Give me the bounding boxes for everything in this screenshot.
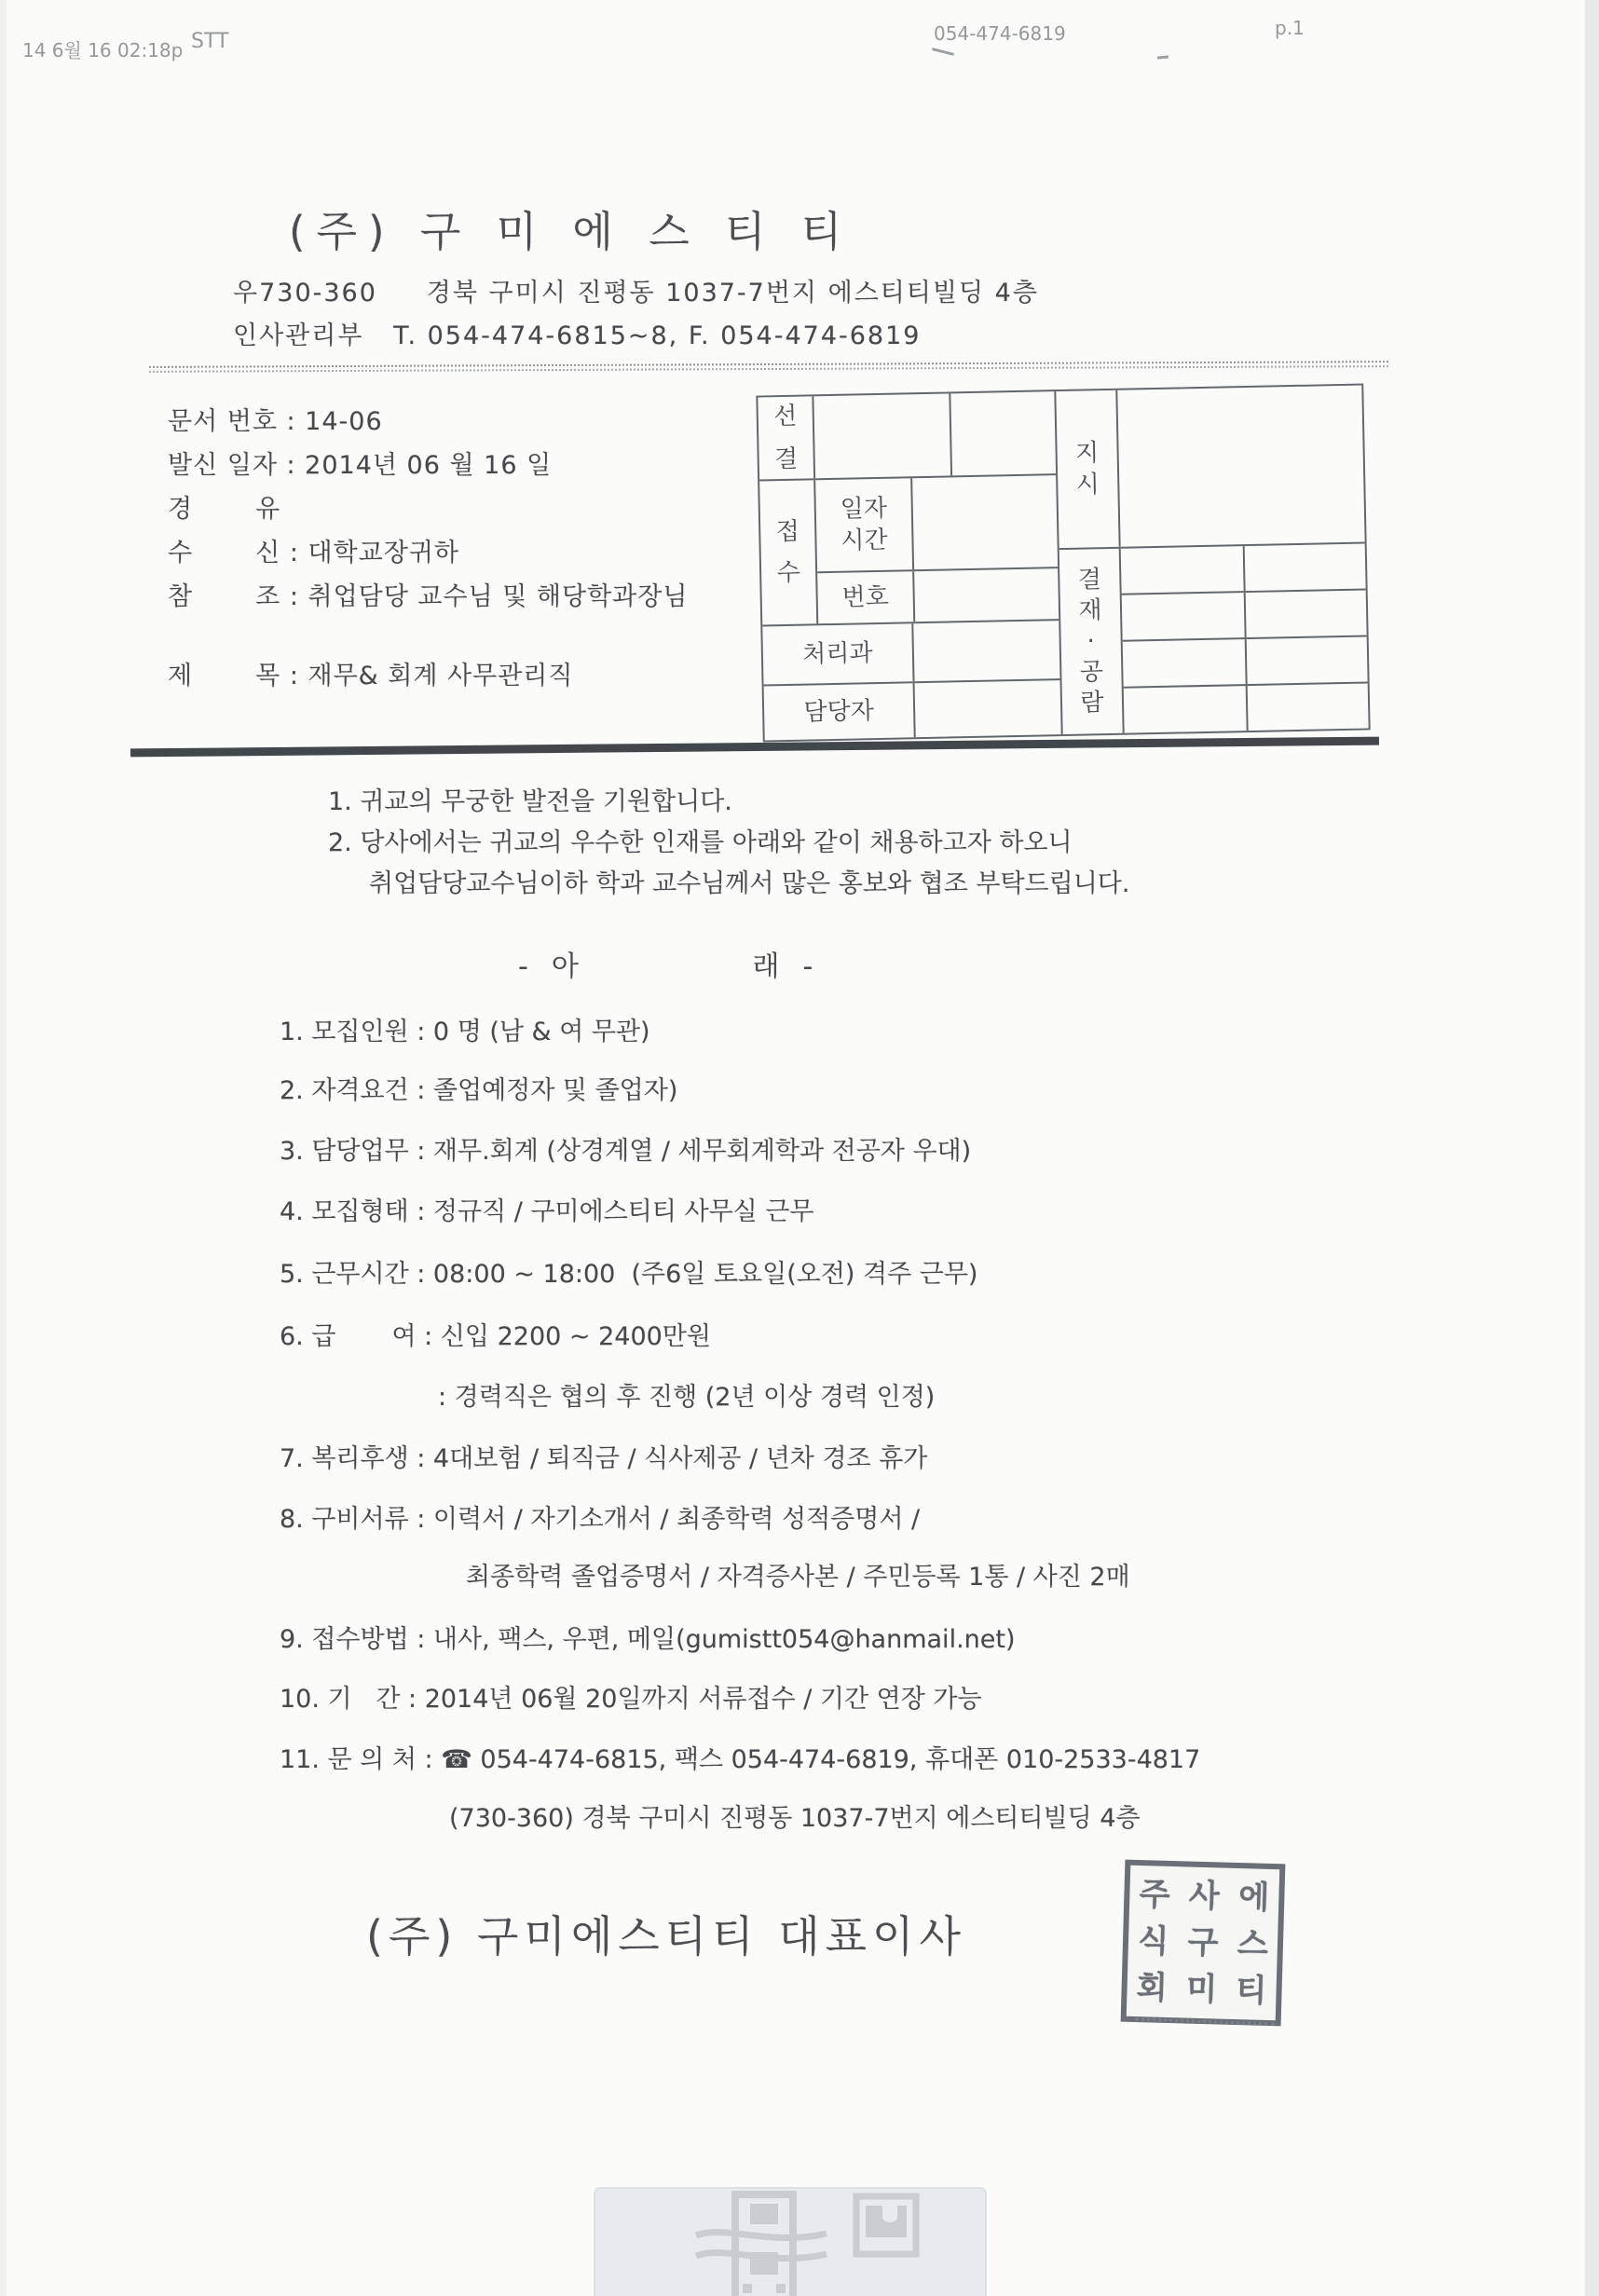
approval-right-block [1056,386,1368,735]
doc-subject-line: 제 목 : 재무& 회계 사무관리직 [168,662,574,690]
fax-number: 054-474-6819 [934,22,1066,45]
label-jeopsu: 접 수 [759,480,818,624]
approval-row-cheoligwa [762,621,1059,686]
arae-heading: - 아 래 - [518,950,815,983]
section-divider-line [130,737,1379,758]
seal-column: 사 구 미 [1185,1877,1221,2009]
scan-right-edge [1585,0,1599,2296]
item-line: 11. 문 의 처 : ☎ 054-474-6815, 팩스 054-474-6819, 휴대폰 010-2533-4817 [280,1745,1201,1774]
approval-row-jisi [1056,386,1364,551]
item-continuation-line: (730-360) 경북 구미시 진평동 1037-7번지 에스티티빌딩 4층 [449,1804,1141,1833]
gyeolje-grid-row [1121,544,1366,595]
jeopsu-date-row [815,475,1058,573]
intro-line: 2. 당사에서는 귀교의 우수한 인재를 아래와 같이 채용하고자 하오니 [328,828,1073,857]
gyeolje-grid-row [1124,683,1369,732]
seongyeol-cell-2 [950,391,1056,475]
corporate-seal-stamp [1121,1860,1286,2027]
signature-line: (주) 구미에스티티 대표이사 [366,1911,966,1961]
doc-recipient-line: 수 신 : 대학교장귀하 [168,539,459,567]
label-jisi: 지 시 [1056,390,1120,548]
item-line: 9. 접수방법 : 내사, 팩스, 우편, 메일(gumistt054@hanmail.net) [280,1625,1016,1654]
item-line: 7. 복리후생 : 4대보험 / 퇴직금 / 식사제공 / 년차 경조 휴가 [280,1444,928,1473]
cheoligwa-cell [913,621,1059,681]
damdangja-cell [915,680,1061,737]
approval-stamp-table [756,383,1370,742]
date-time-cell [912,475,1058,569]
item-continuation-line: : 경력직은 협의 후 진행 (2년 이상 경력 인정) [438,1383,936,1412]
approval-row-seongyeol [758,391,1056,481]
gyeolje-grid-row [1123,636,1368,688]
intro-line: 1. 귀교의 무궁한 발전을 기원합니다. [328,787,732,816]
doc-via-line: 경 유 [168,495,281,524]
approval-row-damdangja [764,680,1061,740]
dotted-separator [149,361,1388,373]
doc-cc-line: 참 조 : 취업담당 교수님 및 해당학과장님 [168,582,689,611]
company-title: (주) 구 미 에 스 티 티 [289,207,854,256]
number-cell [914,568,1059,622]
label-damdangja: 담당자 [764,683,916,740]
jisi-cell [1117,386,1364,547]
scan-left-edge [0,0,7,2296]
company-address: 우730-360 경북 구미시 진평동 1037-7번지 에스티티빌딩 4층 [233,279,1039,308]
item-line: 10. 기 간 : 2014년 06월 20일까지 서류접수 / 기간 연장 가능 [280,1685,982,1714]
approval-row-gyeolje [1059,544,1369,735]
fax-page-number: p.1 [1275,17,1305,39]
approval-left-block [758,391,1060,740]
item-line: 1. 모집인원 : 0 명 (남 & 여 무관) [280,1018,650,1046]
watermark-graphic [594,2187,987,2296]
scan-artifact [1157,55,1168,59]
fax-timestamp: 14 6월 16 02:18p [22,39,184,62]
jeopsu-number-row [817,568,1059,623]
intro-line: 취업담당교수님이하 학과 교수님께서 많은 홍보와 협조 부탁드립니다. [369,869,1130,898]
label-date-time: 일자 시간 [815,478,914,571]
doc-number-line: 문서 번호 : 14-06 [168,407,383,436]
fax-station-id: STT [191,30,229,53]
seal-column: 에 스 티 [1235,1879,1270,2010]
item-line: 5. 근무시간 : 08:00 ~ 18:00 (주6일 토요일(오전) 격주 근무) [280,1260,978,1289]
label-number: 번호 [817,571,915,623]
scan-artifact [932,48,954,56]
label-gyeolje-gongnam: 결 재 · 공 람 [1059,549,1125,734]
seongyeol-cell-1 [813,393,952,478]
item-continuation-line: 최종학력 졸업증명서 / 자격증사본 / 주민등록 1통 / 사진 2매 [466,1563,1130,1592]
label-cheoligwa: 처리과 [762,623,914,684]
item-line: 6. 급 여 : 신입 2200 ~ 2400만원 [280,1322,711,1351]
company-contact: 인사관리부 T. 054-474-6815~8, F. 054-474-6819 [233,321,922,350]
item-line: 2. 자격요건 : 졸업예정자 및 졸업자) [280,1076,678,1105]
item-line: 4. 모집형태 : 정규직 / 구미에스티티 사무실 근무 [280,1197,814,1226]
label-seongyeol: 선 결 [758,396,815,479]
item-line: 3. 담당업무 : 재무.회계 (상경계열 / 세무회계학과 전공자 우대) [280,1137,972,1166]
item-line: 8. 구비서류 : 이력서 / 자기소개서 / 최종학력 성적증명서 / [280,1505,921,1534]
approval-row-jeopsu [759,475,1059,626]
gyeolje-grid-row [1122,590,1367,641]
seal-column: 주 식 회 [1136,1876,1171,2007]
doc-date-line: 발신 일자 : 2014년 06 월 16 일 [168,451,553,480]
